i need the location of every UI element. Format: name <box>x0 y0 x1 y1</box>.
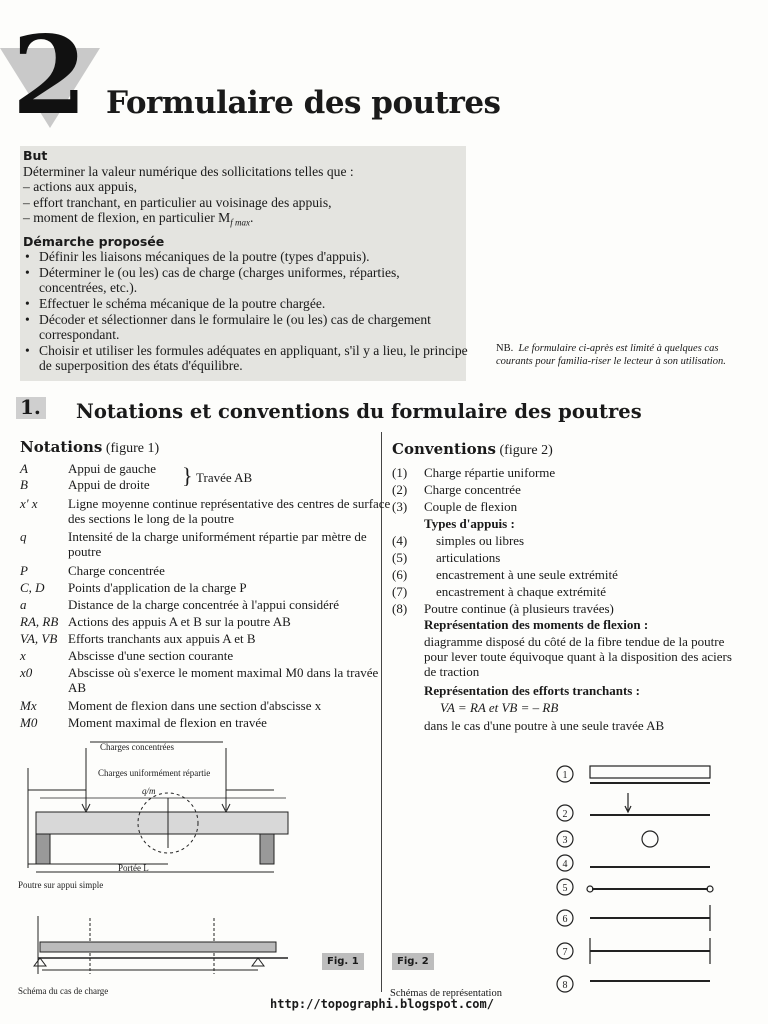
num-8: 8 <box>562 980 568 991</box>
support-b <box>252 958 264 966</box>
fig2-caption: Schémas de représentation <box>390 988 502 999</box>
num-3: 3 <box>562 835 568 846</box>
load-arrow-right <box>222 748 230 812</box>
num-5: 5 <box>562 883 568 894</box>
convention-item: (8) Poutre continue (à plusieurs travées) <box>392 601 614 616</box>
moments-heading: Représentation des moments de flexion : <box>424 617 649 632</box>
convention-item: (1) Charge répartie uniforme <box>392 465 556 480</box>
num-7: 7 <box>562 947 568 958</box>
brace: } <box>182 463 193 488</box>
brace-label: Travée AB <box>196 470 253 485</box>
but-item-moment: – moment de flexion, en particulier $M_{f max}$. <box>23 210 254 229</box>
support-a <box>34 958 46 966</box>
chapter-number: 2 <box>12 13 88 139</box>
num-6: 6 <box>562 914 568 925</box>
demarche-item: • Décoder et sélectionner dans le formulaire le (ou les) cas de chargement correspondant. <box>23 312 469 343</box>
convention-item: (6) encastrement à une seule extrémité <box>392 567 618 582</box>
efforts-text: dans le cas d'une poutre à une seule travée AB <box>424 718 665 733</box>
convention-subheading: Types d'appuis : <box>424 516 515 531</box>
section-number: 1. <box>20 395 41 419</box>
demarche-heading: Démarche proposée <box>23 233 165 249</box>
caption-bottom: Schéma du cas de charge <box>18 986 109 996</box>
demarche-list <box>23 249 469 374</box>
chapter-title: Formulaire des poutres <box>106 85 501 121</box>
caption-top: Poutre sur appui simple <box>18 880 104 890</box>
section-title: Notations et conventions du formulaire des poutres <box>76 400 642 423</box>
convention-item: (7) encastrement à chaque extrémité <box>392 584 606 599</box>
demarche-item: • Définir les liaisons mécaniques de la poutre (types d'appuis). <box>23 249 469 265</box>
convention-item: (2) Charge concentrée <box>392 482 521 497</box>
figure-1 <box>18 738 318 996</box>
uniform-load <box>590 766 710 778</box>
convention-item: (4) simples ou libres <box>392 533 525 548</box>
but-intro: Déterminer la valeur numérique des sollicitations telles que : <box>23 163 354 179</box>
convention-item: (5) articulations <box>392 550 501 565</box>
num-1: 1 <box>562 770 568 781</box>
demarche-item: • Déterminer le (ou les) cas de charge (charges uniformes, réparties, concentrées, etc.). <box>23 265 469 296</box>
load-band <box>40 942 276 952</box>
notations-heading: Notations (figure 1) <box>20 438 160 456</box>
efforts-heading: Représentation des efforts tranchants : <box>424 683 640 698</box>
couple-symbol <box>642 831 658 847</box>
label-qm: q/m <box>142 786 156 796</box>
intro-box <box>23 148 469 374</box>
conventions-heading: Conventions (figure 2) <box>392 440 553 458</box>
nb-note: NB. Le formulaire ci-après est limité à quelques cas courants pour familia-riser le lecteur à son utilisation. <box>496 343 726 367</box>
source-url: http://topographi.blogspot.com/ <box>270 997 494 1011</box>
convention-item: (3) Couple de flexion <box>392 499 518 514</box>
demarche-item: • Effectuer le schéma mécanique de la poutre chargée. <box>23 296 469 312</box>
num-2: 2 <box>562 809 568 820</box>
but-item: – effort tranchant, en particulier au voisinage des appuis, <box>23 194 332 210</box>
label-uniforme: Charges uniformément répartie <box>98 768 211 778</box>
but-heading: But <box>23 148 48 163</box>
fig2-label: Fig. 2 <box>392 953 434 970</box>
but-item: – actions aux appuis, <box>23 179 138 195</box>
label-concentrees: Charges concentrées <box>100 742 175 752</box>
point-load <box>625 793 631 812</box>
efforts-formula: VA = RA et VB = – RB <box>440 700 559 715</box>
num-4: 4 <box>562 859 568 870</box>
fig1-label: Fig. 1 <box>322 953 364 970</box>
support-left <box>36 834 50 864</box>
demarche-item: • Choisir et utiliser les formules adéquates en appliquant, s'il y a lieu, le principe de superposition des états d'équilibre. <box>23 343 469 374</box>
label-portee: Portée L <box>118 863 149 873</box>
beam <box>36 812 288 834</box>
moments-text: diagramme disposé du côté de la fibre tendue de la poutre pour lever toute équivoque quant à la disposition des aciers de traction <box>424 634 732 679</box>
support-right <box>260 834 274 864</box>
load-arrow-left <box>82 748 90 812</box>
figure-2 <box>550 755 730 1010</box>
